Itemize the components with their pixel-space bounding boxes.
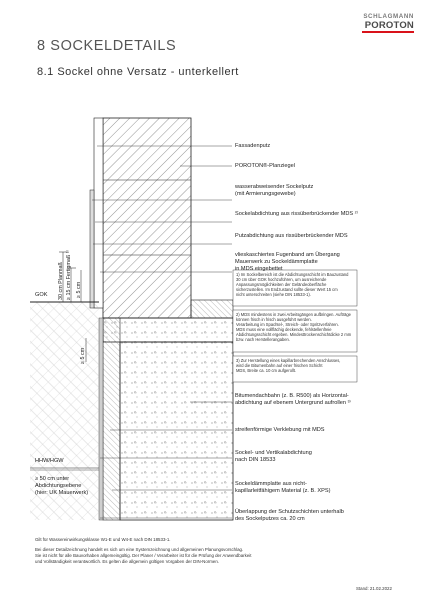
note-3: 3) Zur Herstellung eines kapillarbrechenden Anschlusses, wird die Bitumenbahn auf einer frischen Schicht MDS, Breite ca. 10 cm aufgerollt. bbox=[236, 358, 341, 374]
waterproofing-layer bbox=[99, 318, 103, 520]
label-ueberlappung: Überlappung der Schutzschichten unterhalb des Sockelputzes ca. 20 cm bbox=[235, 509, 344, 523]
label-hhw: HHW/HGW bbox=[35, 458, 64, 464]
label-bitumendachbahn: Bitumendachbahn (z. B. R500) als Horizontal- abdichtung auf ebenem Untergrund aufrollen ³⁾ bbox=[235, 393, 351, 407]
label-sockelputz: wasserabweisender Sockelputz (mit Armierungsgewebe) bbox=[235, 184, 314, 198]
label-fugenband: vlieskaschiertes Fugenband am Übergang Mauerwerk zu Sockeldämmplatte in MDS eingebettet bbox=[235, 252, 340, 273]
label-verklebung: streifenförmige Verklebung mit MDS bbox=[235, 427, 325, 433]
base-plaster bbox=[90, 190, 94, 308]
label-fassadenputz: Fassadenputz bbox=[235, 143, 271, 149]
brand-company: SCHLAGMANN bbox=[363, 13, 414, 20]
date-stamp: Stand: 21.02.2022 bbox=[356, 586, 392, 591]
floor-screed bbox=[191, 300, 233, 318]
dim-planmass: 30 cm Planmaß bbox=[58, 262, 64, 300]
note-2: 2) MDS mindestens in zwei Arbeitsgängen aufbringen. Aufträge können frisch in frisch ausgeführt werden. Verarbeitung im Spachtel-, Streich- oder Spritzverfahren. MDS muss eine vollflächig deckende, fehlstellenfreie Abdichtungsschicht ergeben. Mindesttrockenschichtdicke 2 mm bzw. nach Herstellerangaben. bbox=[236, 312, 352, 343]
label-gok: GOK bbox=[35, 292, 48, 298]
note-1: 1) Im Sockelbereich ist die Abdichtungsschicht im Bauzustand 30 cm über GOK hochzuführen, um ausreichende Anpassungsmöglichkeiten der Geländeoberfläche sicherzustellen. Im Endzustand sollte dieser Wert 15 cm nicht unterschreiten (siehe DIN 18533-1). bbox=[236, 272, 349, 298]
footer-text: Gilt für Wassereinwirkungsklasse W1-E und W4-E nach DIN 18533-1. Bei dieser Detailzeichnung handelt es sich um eine Systemzeichnung und allgemeinen Planungsvorschlag. Sie ist nicht für alle Bauvorhaben allgemeingültig. Der Planer / Verarbeiter ist für die Prüfung der Anwendbarkeit und Vollständigkeit verantwortlich. Es gelten die allgemein gültigen Vorgaben der DIN-Normen. bbox=[35, 537, 252, 564]
dim-fertigmass: ≥ 15 cm Fertigmaß ¹⁾ bbox=[66, 250, 72, 300]
floor-slab bbox=[103, 318, 233, 342]
dim-5cm-lower: ≥ 5 cm bbox=[80, 347, 86, 364]
basement-wall bbox=[120, 342, 233, 520]
poroton-wall bbox=[103, 118, 191, 318]
label-vertikalabdichtung: Sockel- und Vertikalabdichtung nach DIN 18533 bbox=[235, 450, 312, 464]
section-title: 8.1 Sockel ohne Versatz - unterkellert bbox=[37, 66, 239, 78]
facade-plaster bbox=[94, 118, 103, 308]
perimeter-insulation bbox=[103, 318, 120, 520]
label-sockeldaemmplatte: Sockeldämmplatte aus nicht- kapillarleitfähigem Material (z. B. XPS) bbox=[235, 481, 331, 495]
label-planziegel: POROTON®-Planziegel bbox=[235, 163, 295, 169]
left-note: ≥ 50 cm unter Abdichtungsebene (hier: UK Mauerwerk) bbox=[35, 476, 89, 496]
page-title: 8 SOCKELDETAILS bbox=[37, 38, 177, 54]
label-putzabdichtung: Putzabdichtung aus rissüberbrückender MDS bbox=[235, 233, 348, 239]
brand-logo: POROTON bbox=[364, 20, 414, 31]
label-sockelabdichtung: Sockelabdichtung aus rissüberbrückender MDS ²⁾ bbox=[235, 211, 358, 217]
dim-5cm-upper: ≥ 5 cm bbox=[76, 281, 82, 298]
